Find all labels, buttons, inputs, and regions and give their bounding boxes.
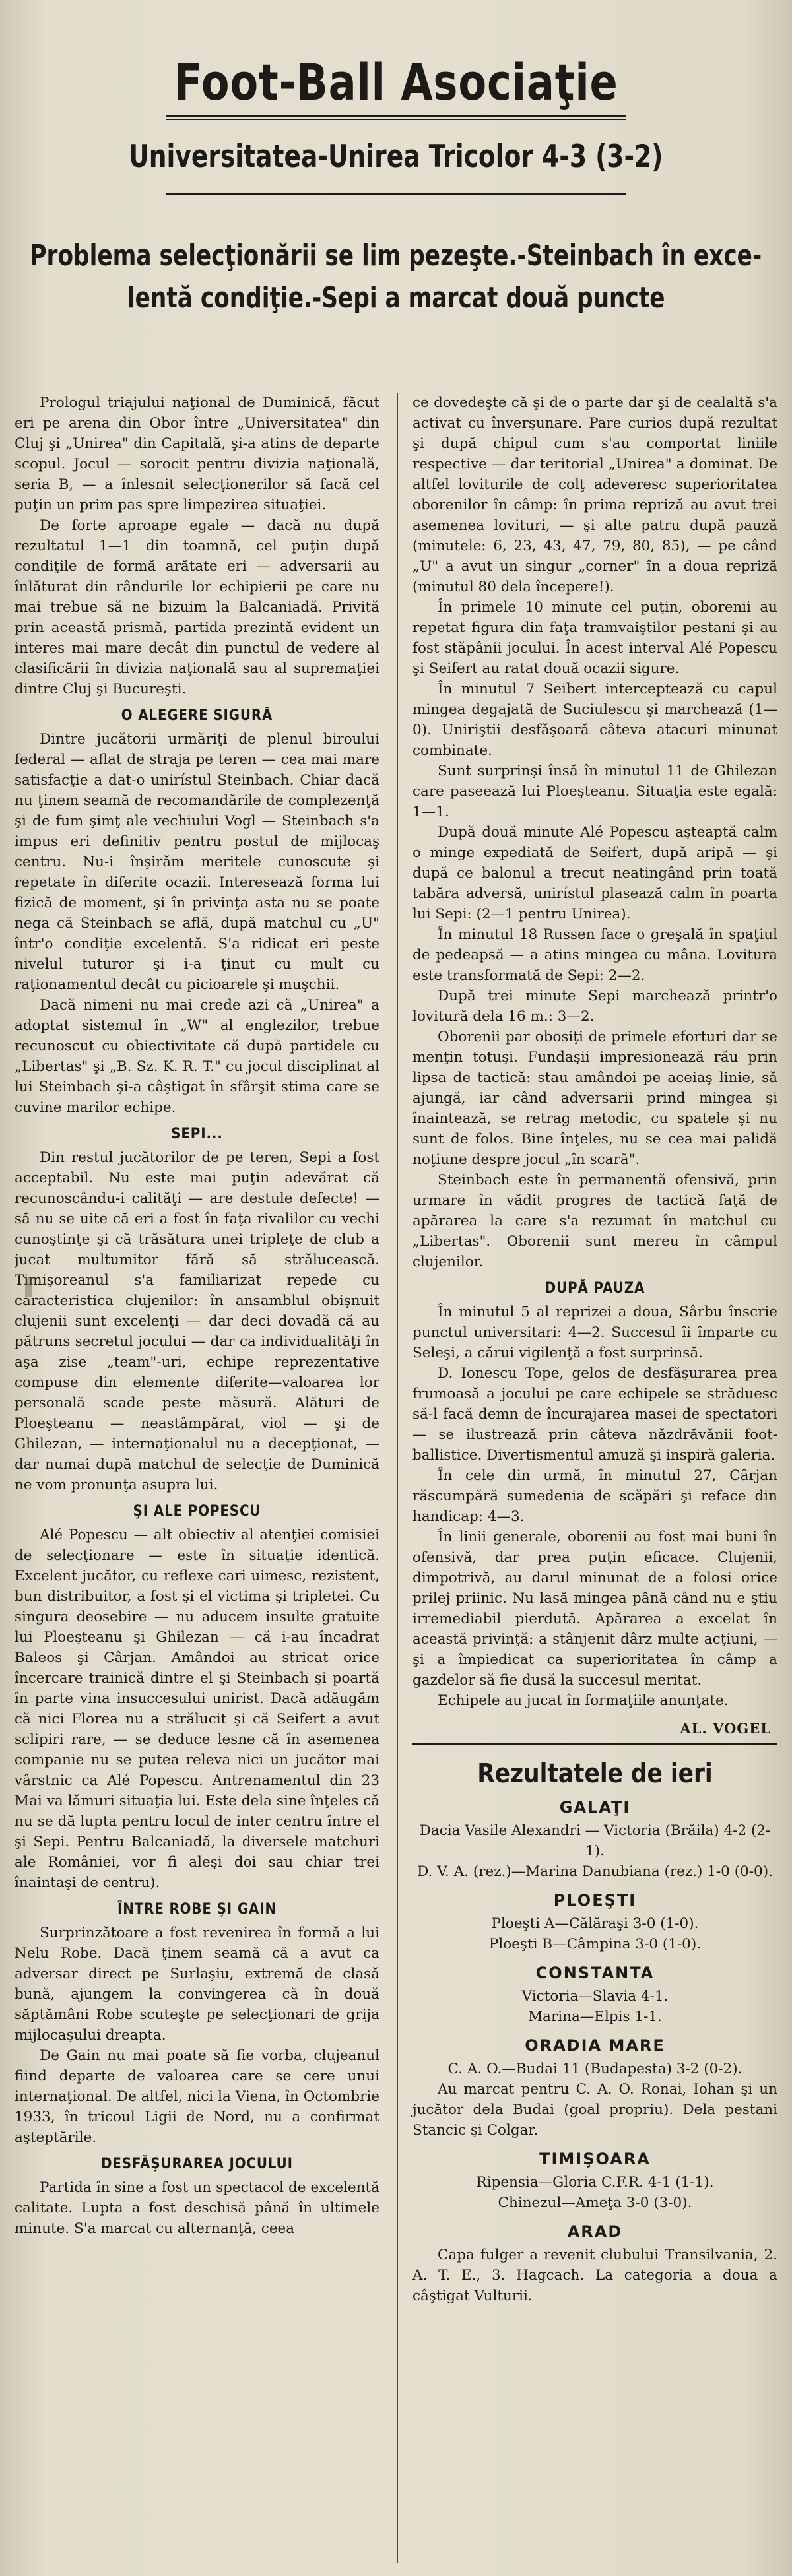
result-line: Chinezul—Ameţa 3-0 (3-0).	[498, 2195, 692, 2211]
result-line: C. A. O.—Budai 11 (Budapesta) 3-2 (0-2).	[447, 2061, 742, 2077]
section-title: Foot-Ball Asociaţie	[174, 53, 618, 112]
paragraph: După două minute Alé Popescu aşteaptă calm o minge expediată de Seifert, după aripă — şi după ce balonul a trecut neatingând prin toată tabăra adversă, unirístul plasează calm în poarta lui Sepi: (2—1 pentru Unirea).	[412, 824, 777, 922]
paragraph: De forte aproape egale — dacă nu după rezultatul 1—1 din toamnă, cel puţin după condiţile de formă arătate eri — adversarii au înlăturat din rândurile lor echipierii pe care nu mai trebue să ne bizuim la Balcaniadă. Privită prin această prismă, partida prezintă evident un interes mai mare decât din punctul de vedere al clasificării în divizia naţională sau al supremaţiei dintre Cluj şi Bucureşti.	[15, 517, 380, 697]
results-title: Rezultatele de ieri	[477, 1758, 713, 1789]
paragraph: În minutul 18 Russen face o greşală în spaţiul de pedeapsă — a atins mingea cu mâna. Lovitura este transformată de Sepi: 2—2.	[412, 926, 777, 984]
results-city: CONSTANTA	[535, 1964, 655, 1982]
subheading: DUPĂ PAUZA	[544, 1280, 645, 1297]
results-city: PLOEŞTI	[553, 1891, 637, 1910]
paragraph: În cele din urmă, în minutul 27, Cârjan răscumpără sumedenia de scăpări şi reface din handicap: 4—3.	[412, 1467, 777, 1525]
result-note: Au marcat pentru C. A. O. Ronai, Iohan şi un jucător dela Budai (goal propriu). Dela pestani Stancic şi Colgar.	[412, 2081, 777, 2139]
paragraph: Steinbach este în permanentă ofensivă, prin urmare în vădit progres de tactică faţă de apărarea la care s'a rezumat în matchul cu „Libertas". Oborenii sunt mereu în câmpul clujenilor.	[412, 1172, 777, 1270]
paragraph: În linii generale, oborenii au fost mai buni în ofensivă, dar prea puţin eficace. Clujenii, dimpotrivă, au darul minunat de a folosi orice prilej priinic. Nu lasă mingea până când nu e ştiu irremediabil pierdută. Apărarea a excelat în această privinţă: a stânjenit dârz multe acţiuni, — şi a împiedicat ca superioritatea în câmp a gazdelor să fie dusă la succesul meritat.	[412, 1529, 777, 1689]
paragraph: Prologul triajului naţional de Duminică, făcut eri pe arena din Obor între „Universitatea" din Cluj şi „Unirea" din Capitală, şi-a atins de departe scopul. Jocul — sorocit pentru divizia naţională, seria B, — a înlesnit selecţionerilor să facă cel puţin un prim pas spre limpezirea situaţiei.	[15, 395, 380, 513]
results-city: ARAD	[567, 2222, 623, 2241]
paragraph: În minutul 7 Seibert interceptează cu capul mingea degajată de Suciulescu şi marchează (1—0). Uniriştii desfăşoară câteva atacuri minunat combinate.	[412, 681, 777, 759]
match-headline	[15, 120, 777, 193]
paragraph: Echipele au jucat în formaţiile anunţate.	[438, 1692, 729, 1709]
result-line: D. V. A. (rez.)—Marina Danubiana (rez.) 1-0 (0-0).	[417, 1863, 773, 1880]
subheading: ŞI ALE POPESCU	[133, 1503, 261, 1520]
paragraph: În minutul 5 al reprizei a doua, Sârbu înscrie punctul universitari: 4—2. Succesul îi împarte cu Seleşi, a cărui vigilenţă a fost surprinsă.	[412, 1304, 777, 1361]
result-line: Dacia Vasile Alexandri — Victoria (Brăila) 4-2 (2-1).	[419, 1822, 771, 1859]
paragraph: D. Ionescu Tope, gelos de desfăşurarea prea frumoasă a jocului pe care echipele se străduesc să-l facă demn de încurajarea masei de spectatori — se ilustrează prin câteva năzdrăvănii foot-ballistice. Divertismentul amuză şi inspiră galeria.	[412, 1365, 777, 1464]
masthead-rule	[166, 115, 626, 120]
result-line: Ploeşti B—Câmpina 3-0 (1-0).	[488, 1936, 702, 1952]
results-city: TIMIŞOARA	[539, 2150, 651, 2168]
result-line: Ripensia—Gloria C.F.R. 4-1 (1-1).	[476, 2174, 714, 2191]
result-line: Marina—Elpis 1-1.	[528, 2009, 662, 2025]
right-column	[397, 393, 777, 2563]
match-title: Universitatea-Unirea Tricolor 4-3 (3-2)	[129, 138, 663, 175]
subheading: DESFĂŞURAREA JOCULUI	[101, 2156, 293, 2172]
paragraph: În primele 10 minute cel puţin, oborenii au repetat figura din faţa tramvaiştilor pestani şi au fost stăpânii jocului. În acest interval Alé Popescu şi Seifert au ratat două ocazii sigure.	[412, 599, 777, 677]
article-deck	[15, 195, 777, 360]
author-signature: AL. VOGEL	[680, 1720, 771, 1737]
result-line: Ploeşti A—Călăraşi 3-0 (1-0).	[491, 1916, 699, 1932]
paragraph: Surprinzătoare a fost revenirea în formă a lui Nelu Robe. Dacă ţinem seamă că a avut ca adversar direct pe Surlaşiu, extremă de clasă bună, ajungem la convingerea că în două săptămâni Robe scuteşte pe selecţionari de grija mijlocaşului dreapta.	[15, 1925, 380, 2044]
results-city: ORADIA MARE	[525, 2036, 665, 2055]
section-masthead	[15, 0, 777, 115]
paragraph: După trei minute Sepi marchează printr'o lovitură dela 16 m.: 3—2.	[412, 988, 777, 1025]
results-city: GALAŢI	[559, 1798, 631, 1817]
paragraph: Dintre jucătorii urmăriţi de plenul biroului federal — aflat de straja pe teren — cea mai mare satisfacţie a dat-o unirístul Steinbach. Chiar dacă nu ţinem seamă de recomandările de complezenţă şi de fum şimţ ale vechiului Vogl — Steinbach s'a impus eri definitiv pentru postul de mijlocaş centru. Nu-i înşirăm meritele cunoscute şi repetate în diferite ocazii. Interesează forma lui fizică de moment, şi în privinţa asta nu se poate nega că Steinbach se află, după matchul cu „U" într'o condiţie excelentă. S'a ridicat eri peste nivelul tuturor şi i-a ţinut cu mult cu raţionamentul decât cu picioarele şi muşchii.	[15, 731, 380, 993]
paragraph: Sunt surprinşi însă în minutul 11 de Ghilezan care paseează lui Ploeşteanu. Situaţia este egală: 1—1.	[412, 763, 777, 820]
paragraph: Partida în sine a fost un spectacol de excelentă calitate. Lupta a fost deschisă până în ultimele minute. S'a marcat cu alternanţă, ceea	[15, 2179, 380, 2237]
result-note: Capa fulger a revenit clubului Transilvania, 2. A. T. E., 3. Hagcach. La categoria a doua a câştigat Vulturii.	[412, 2247, 777, 2304]
paragraph: Alé Popescu — alt obiectiv al atenţiei comisiei de selecţionare — este în situaţie identică. Excelent jucător, cu reflexe cari uimesc, rezistent, bun distribuitor, a fost şi el victima şi tripletei. Cu singura deosebire — nu aducem insulte gratuite lui Ploeşteanu şi Ghilezan — că i-au încadrat Baleos şi Cârjan. Amândoi au stricat orice încercare trainică dintre el şi Steinbach şi poartă în parte vina insuccesului unirist. Dacă adăugăm că nici Florea nu a strălucit şi că Seifert a avut sclipiri rare, — se deduce lesne că în asemenea companie nu se putea releva nici un jucător mai vârstnic ca Alé Popescu. Antrenamentul din 23 Mai va lămuri situaţia lui. Este dela sine înţeles că nu se dă lupta pentru locul de inter centru între el şi Sepi. Pentru Balcaniadă, la diversele matchuri ale României, vor fi aleşi doi sau chiar trei înaintaşi de centru).	[15, 1527, 380, 1891]
paragraph: Dacă nimeni nu mai crede azi că „Unirea" a adoptat sistemul în „W" al englezilor, trebue recunoscut cu obiectivitate că după partidele cu „Libertas" şi „B. Sz. K. R. T." cu jocul disciplinat al lui Steinbach şi-a câştigat în sfârşit stima care se cuvine marilor echipe.	[15, 997, 380, 1116]
subheading: SEPI...	[171, 1126, 223, 1142]
deck-line: lentă condiţie.-Sepi a marcat două puncte	[127, 281, 665, 315]
deck-line: Problema selecţionării se lim pezeşte.-Steinbach în exce-	[30, 239, 762, 273]
paragraph: ce dovedeşte că şi de o parte dar şi de cealaltă s'a activat cu înverşunare. Pare curios după rezultat şi după chipul cum s'au comportat liniile respective — dar teritorial „Unirea" a dominat. De altfel loviturile de colţ adeveresc superioritatea oborenilor în câmp: în prima repriză au avut trei asemenea lovituri, — şi alte patru după pauză (minutele: 6, 23, 43, 47, 79, 80, 85), — pe când „U" a avut un singur „corner" în a doua repriză (minutul 80 dela începere!).	[412, 395, 777, 595]
subheading: O ALEGERE SIGURĂ	[121, 707, 273, 724]
article-columns	[15, 393, 777, 2563]
results-box	[412, 1743, 777, 2306]
print-blemish	[25, 1277, 32, 1297]
paragraph: Oborenii par obosiţi de primele eforturi dar se menţin totuşi. Fundaşii impresionează rău prin lipsa de tactică: stau amândoi pe aceiaş linie, să ajungă, iar când adversarii prind mingea şi înaintează, se retrag metodic, cu spatele şi nu sunt de folos. Bine înţeles, nu se cea mai palidă noţiune despre jocul „în scară".	[412, 1029, 777, 1168]
result-line: Victoria—Slavia 4-1.	[521, 1988, 669, 2005]
left-column	[15, 393, 380, 2563]
paragraph: Din restul jucătorilor de pe teren, Sepi a fost acceptabil. Nu este mai puţin adevărat că recunoscându-i calităţi — are destule defecte! — să nu se uite că eri a fost în faţa rivalilor cu vechi cunoştinţe şi că trăsătura unei tripleţe de club a jucat multumitor fără să strălucească. Timişoreanul s'a familiarizat repede cu caracteristica clujenilor: în ansamblul obişnuit clujenii sunt excelenţi — dar deci dovadă că au pătruns secretul jocului — dar ca individualităţi în aşa zise „team"-uri, echipe reprezentative compuse din elemente diferite—valoarea lor personală scade peste măsură. Alături de Ploeşteanu — neastâmpărat, viol — şi de Ghilezan, — internaţionalul nu a decepţionat, — dar numai după matchul de selecţie de Duminică ne vom pronunţa asupra lui.	[15, 1149, 380, 1493]
paragraph: De Gain nu mai poate să fie vorba, clujeanul fiind departe de valoarea care se cere unui internaţional. De altfel, nici la Viena, în Octombrie 1933, în tricoul Ligii de Nord, nu a confirmat aşteptările.	[15, 2047, 380, 2146]
subheading: ÎNTRE ROBE ŞI GAIN	[117, 1901, 277, 1917]
